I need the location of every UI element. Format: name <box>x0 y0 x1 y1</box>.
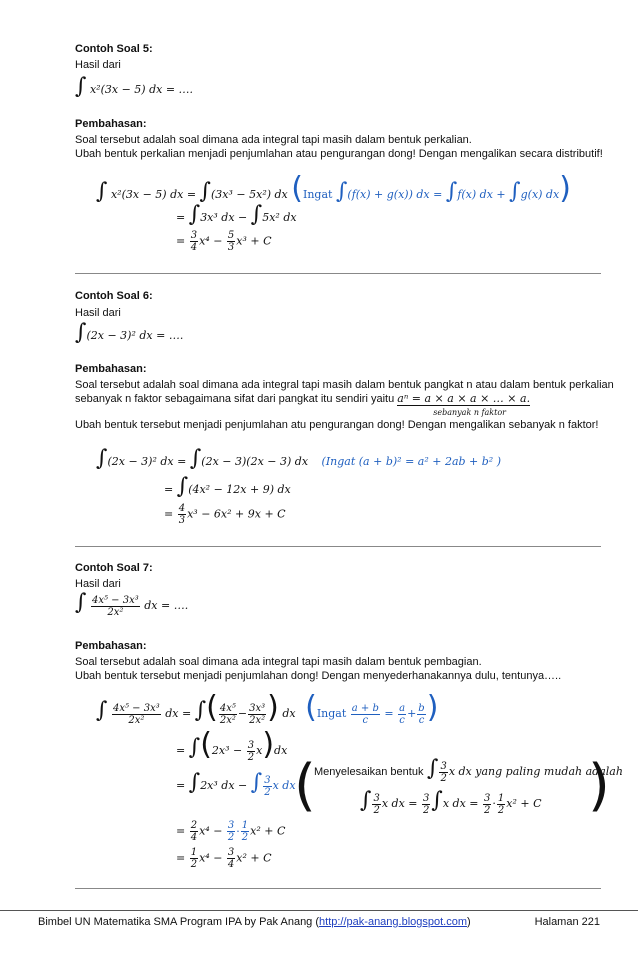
soal5-pembahasan: Pembahasan: <box>75 118 147 130</box>
soal7-step2: = ∫(2x³ − $\frac{3}{2}$ x)dx <box>176 727 288 763</box>
section-divider <box>75 546 601 547</box>
soal6-step1: ∫(2x − 3)² dx = ∫(2x − 3)(2x − 3) dx (Ingat (a + b)² = a² + 2ab + b² ) <box>96 446 502 471</box>
soal7-step1: ∫ $\frac{\text{4x⁵ − 3x³}}{\text{2x²}}$ dx = ∫( $\frac{\text{4x⁵}}{\text{2x²}}$ − $\frac{\text{3x³}}{\text{2x²}}$ ) dx (Ingat $\frac{a + b}{c}$ = $\frac{a}{c}$ + $\frac{b}{c}$ ) <box>96 690 439 726</box>
soal5-para1: Soal tersebut adalah soal dimana ada integral tapi masih dalam bentuk perkalian. <box>75 134 472 146</box>
soal7-title: Contoh Soal 7: <box>75 562 153 574</box>
soal6-step2: = ∫(4x² − 12x + 9) dx <box>164 474 291 499</box>
soal5-hint: (Ingat ∫(f(x) + g(x)) dx = ∫f(x) dx + ∫g(x) dx) <box>291 171 571 206</box>
soal5-step1: ∫ x²(3x − 5) dx = ∫(3x³ − 5x²) dx (Ingat ∫(f(x) + g(x)) dx = ∫f(x) dx + ∫g(x) dx) <box>96 171 571 206</box>
footer-credit: Bimbel UN Matematika SMA Program IPA by Pak Anang (http://pak-anang.blogspot.com) <box>38 916 471 928</box>
soal7-para2: Ubah bentuk tersebut menjadi penjumlahan dong! Dengan menyederhanakannya dulu, tentunya….. <box>75 670 562 682</box>
soal7-box-line2: ∫ $\frac{3}{2}$ x dx = $\frac{3}{2}$ ∫x dx = $\frac{3}{2}$ · $\frac{1}{2}$ x² + C <box>360 788 542 816</box>
soal6-step3: = $\frac{4}{3}$ x³ − 6x² + 9x + C <box>164 503 286 526</box>
soal5-para2: Ubah bentuk perkalian menjadi penjumlahan atau pengurangan dong! Dengan mengalikan secara distributif! <box>75 148 603 160</box>
soal5-step2: = ∫3x³ dx − ∫5x² dx <box>176 202 297 227</box>
soal6-question: ∫(2x − 3)² dx = …. <box>75 320 184 345</box>
soal7-hasil: Hasil dari <box>75 578 121 590</box>
soal6-hint: (Ingat (a + b)² = a² + 2ab + b² ) <box>321 455 502 468</box>
section-divider <box>75 888 601 889</box>
soal7-box-line1: Menyelesaikan bentuk ∫ $\frac{3}{2}$ x dx yang paling mudah adalah <box>314 756 623 784</box>
soal7-para1: Soal tersebut adalah soal dimana ada integral tapi masih dalam bentuk pembagian. <box>75 656 482 668</box>
soal7-hint: (Ingat $\frac{a + b}{c}$ = $\frac{a}{c}$ + $\frac{b}{c}$ ) <box>305 690 439 726</box>
section-divider <box>75 273 601 274</box>
footer-rule <box>0 910 638 911</box>
soal7-step3: = ∫2x³ dx − ∫ $\frac{3}{2}$ x dx <box>176 770 296 798</box>
soal7-pembahasan: Pembahasan: <box>75 640 147 652</box>
soal7-step4: = $\frac{2}{4}$ x⁴ − $\frac{3}{2}$ · $\frac{1}{2}$ x² + C <box>176 820 286 843</box>
soal6-title: Contoh Soal 6: <box>75 290 153 302</box>
soal5-step3: = $\frac{3}{4}$ x⁴ − $\frac{5}{3}$ x³ + C <box>176 230 272 253</box>
soal7-box-close-paren: ) <box>588 753 610 818</box>
soal6-hasil: Hasil dari <box>75 307 121 319</box>
soal7-step5: = $\frac{1}{2}$ x⁴ − $\frac{3}{4}$ x² + C <box>176 847 272 870</box>
soal6-para2: sebanyak n faktor sebagaimana sifat dari pangkat itu sendiri yaitu aⁿ = a × a × a × … × a. sebanyak n faktor <box>75 392 531 417</box>
soal6-para3: Ubah bentuk tersebut menjadi penjumlahan atu pengurangan dong! Dengan mengalikan sebanyak n faktor! <box>75 419 599 431</box>
footer-link[interactable]: http://pak-anang.blogspot.com <box>319 916 468 928</box>
soal7-box-open-paren: ( <box>294 753 316 818</box>
soal5-title: Contoh Soal 5: <box>75 43 153 55</box>
footer-page-number: Halaman 221 <box>534 916 600 928</box>
soal6-pembahasan: Pembahasan: <box>75 363 147 375</box>
soal7-question: ∫ $\frac{\text{4x⁵ − 3x³}}{\text{2x²}}$ dx = …. <box>75 590 189 618</box>
soal6-para1: Soal tersebut adalah soal dimana ada integral tapi masih dalam bentuk pangkat n atau dalam bentuk perkalian <box>75 379 614 391</box>
soal5-question: ∫ x²(3x − 5) dx = …. <box>75 74 194 99</box>
soal5-hasil: Hasil dari <box>75 59 121 71</box>
